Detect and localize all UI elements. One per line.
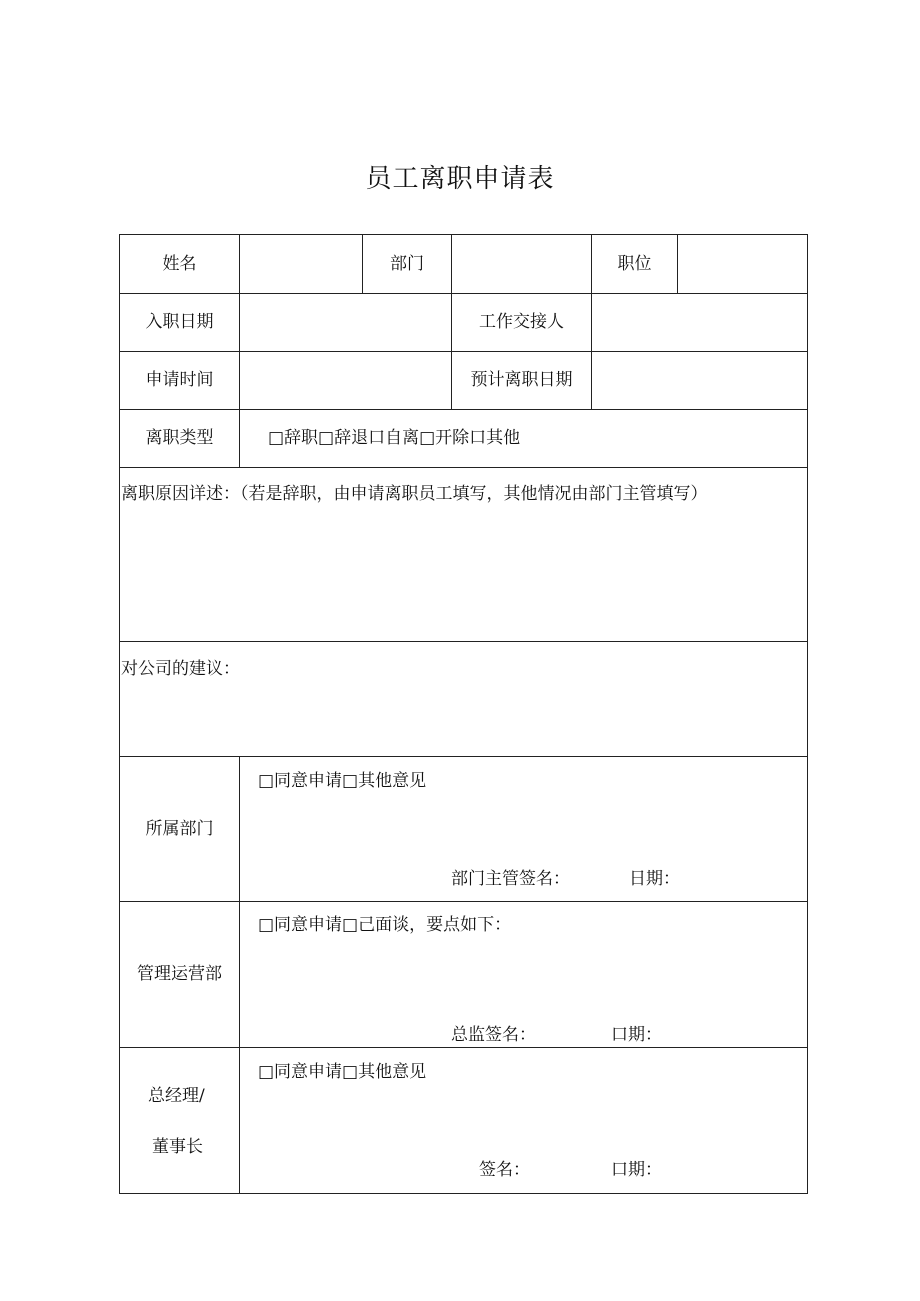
gm-label-line2: 董事长 <box>152 1137 203 1157</box>
page-title: 员工离职申请表 <box>365 164 555 194</box>
leave-type-options[interactable]: □辞职□辞退口自离□开除口其他 <box>239 409 808 468</box>
dept-approval-label: 所属部门 <box>119 756 240 902</box>
expected-leave-date-value-cell[interactable] <box>591 351 808 410</box>
leave-reason-section[interactable] <box>119 467 808 642</box>
gm-approval-label <box>119 1047 240 1194</box>
ops-date-label: 口期： <box>611 1025 662 1045</box>
expected-leave-date-label: 预计离职日期 <box>451 351 592 410</box>
department-label: 部门 <box>362 234 452 294</box>
leave-type-label: 离职类型 <box>119 409 240 468</box>
dept-approval-options[interactable]: □同意申请□其他意见 <box>258 771 427 791</box>
position-label: 职位 <box>591 234 678 294</box>
ops-approval-section[interactable] <box>239 901 808 1048</box>
department-value-cell[interactable] <box>451 234 592 294</box>
gm-approval-options[interactable]: □同意申请□其他意见 <box>258 1062 427 1082</box>
gm-date-label: 口期： <box>611 1160 662 1180</box>
gm-label-line1: 总经理/ <box>148 1086 205 1106</box>
apply-time-value-cell[interactable] <box>239 351 452 410</box>
name-value-cell[interactable] <box>239 234 363 294</box>
dept-approval-section[interactable] <box>239 756 808 902</box>
gm-signature-label: 签名： <box>479 1160 530 1180</box>
handover-person-label: 工作交接人 <box>451 293 592 352</box>
suggestion-section[interactable] <box>119 641 808 757</box>
hire-date-label: 入职日期 <box>119 293 240 352</box>
dept-signature-label: 部门主管签名： <box>451 869 570 889</box>
leave-reason-label: 离职原因详述：（若是辞职，由申请离职员工填写，其他情况由部门主管填写） <box>121 484 708 504</box>
dept-date-label: 日期： <box>629 869 680 889</box>
hire-date-value-cell[interactable] <box>239 293 452 352</box>
position-value-cell[interactable] <box>677 234 808 294</box>
name-label: 姓名 <box>119 234 240 294</box>
ops-approval-options[interactable]: □同意申请□己面谈，要点如下： <box>258 915 512 935</box>
ops-signature-label: 总监签名： <box>451 1025 536 1045</box>
gm-approval-section[interactable] <box>239 1047 808 1194</box>
handover-person-value-cell[interactable] <box>591 293 808 352</box>
apply-time-label: 申请时间 <box>119 351 240 410</box>
suggestion-label: 对公司的建议： <box>121 659 240 679</box>
ops-approval-label: 管理运营部 <box>119 901 240 1048</box>
